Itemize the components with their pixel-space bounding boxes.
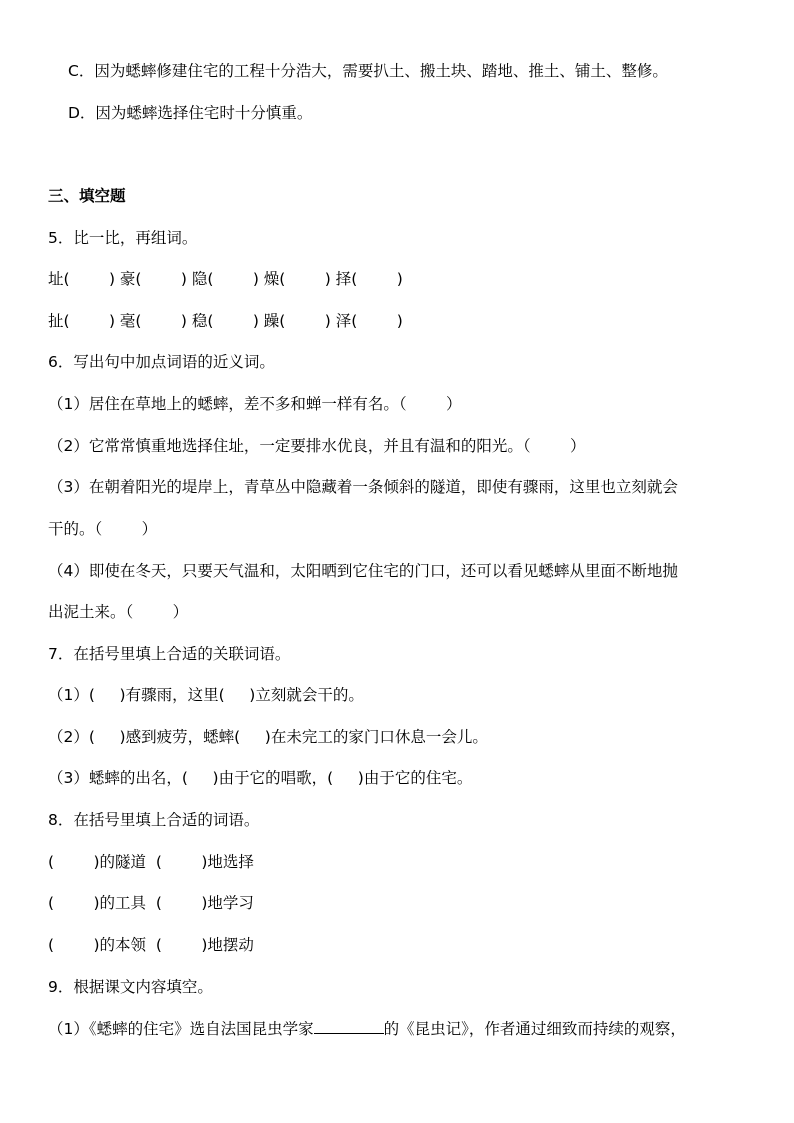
- question-9-item-1-text-before: （1）《蟋蟀的住宅》选自法国昆虫学家: [48, 1020, 314, 1038]
- question-5-prompt: 5．比一比，再组词。: [48, 229, 198, 247]
- question-7-prompt: 7．在括号里填上合适的关联词语。: [48, 645, 291, 663]
- question-9-item-1: [48, 1018, 686, 1039]
- option-c: C．因为蟋蟀修建住宅的工程十分浩大，需要扒土、搬土块、踏地、推土、铺土、整修。: [68, 62, 668, 80]
- question-7-item-2: （2）( )感到疲劳，蟋蟀( )在未完工的家门口休息一会儿。: [48, 728, 488, 746]
- question-6-prompt: 6．写出句中加点词语的近义词。: [48, 353, 275, 371]
- question-6-item-4-line-1: （4）即使在冬天，只要天气温和，太阳晒到它住宅的门口，还可以看见蟋蟀从里面不断地抛: [48, 562, 678, 580]
- question-5-row-1: 址( ) 豪( ) 隐( ) 燥( ) 择( ): [48, 270, 403, 288]
- question-8-row-2: ( )的工具 ( )地学习: [48, 894, 254, 912]
- question-6-item-2: （2）它常常慎重地选择住址，一定要排水优良，并且有温和的阳光。（ ）: [48, 437, 586, 455]
- answer-blank[interactable]: [314, 1018, 384, 1034]
- option-d: D．因为蟋蟀选择住宅时十分慎重。: [68, 104, 313, 122]
- question-8-row-1: ( )的隧道 ( )地选择: [48, 853, 254, 871]
- question-6-item-1: （1）居住在草地上的蟋蟀，差不多和蝉一样有名。（ ）: [48, 395, 462, 413]
- question-6-item-3-line-2: 干的。（ ）: [48, 520, 158, 538]
- question-7-item-1: （1）( )有骤雨，这里( )立刻就会干的。: [48, 686, 364, 704]
- question-7-item-3: （3）蟋蟀的出名，( )由于它的唱歌，( )由于它的住宅。: [48, 769, 473, 787]
- question-6-item-3-line-1: （3）在朝着阳光的堤岸上，青草丛中隐藏着一条倾斜的隧道，即使有骤雨，这里也立刻就会: [48, 478, 678, 496]
- question-8-row-3: ( )的本领 ( )地摆动: [48, 936, 254, 954]
- section-heading-fill-in: 三、填空题: [48, 187, 126, 205]
- question-9-prompt: 9．根据课文内容填空。: [48, 978, 213, 996]
- question-6-item-4-line-2: 出泥土来。（ ）: [48, 603, 189, 621]
- question-8-prompt: 8．在括号里填上合适的词语。: [48, 811, 260, 829]
- question-5-row-2: 扯( ) 毫( ) 稳( ) 躁( ) 泽( ): [48, 312, 403, 330]
- question-9-item-1-text-after: 的《昆虫记》，作者通过细致而持续的观察，: [383, 1020, 686, 1038]
